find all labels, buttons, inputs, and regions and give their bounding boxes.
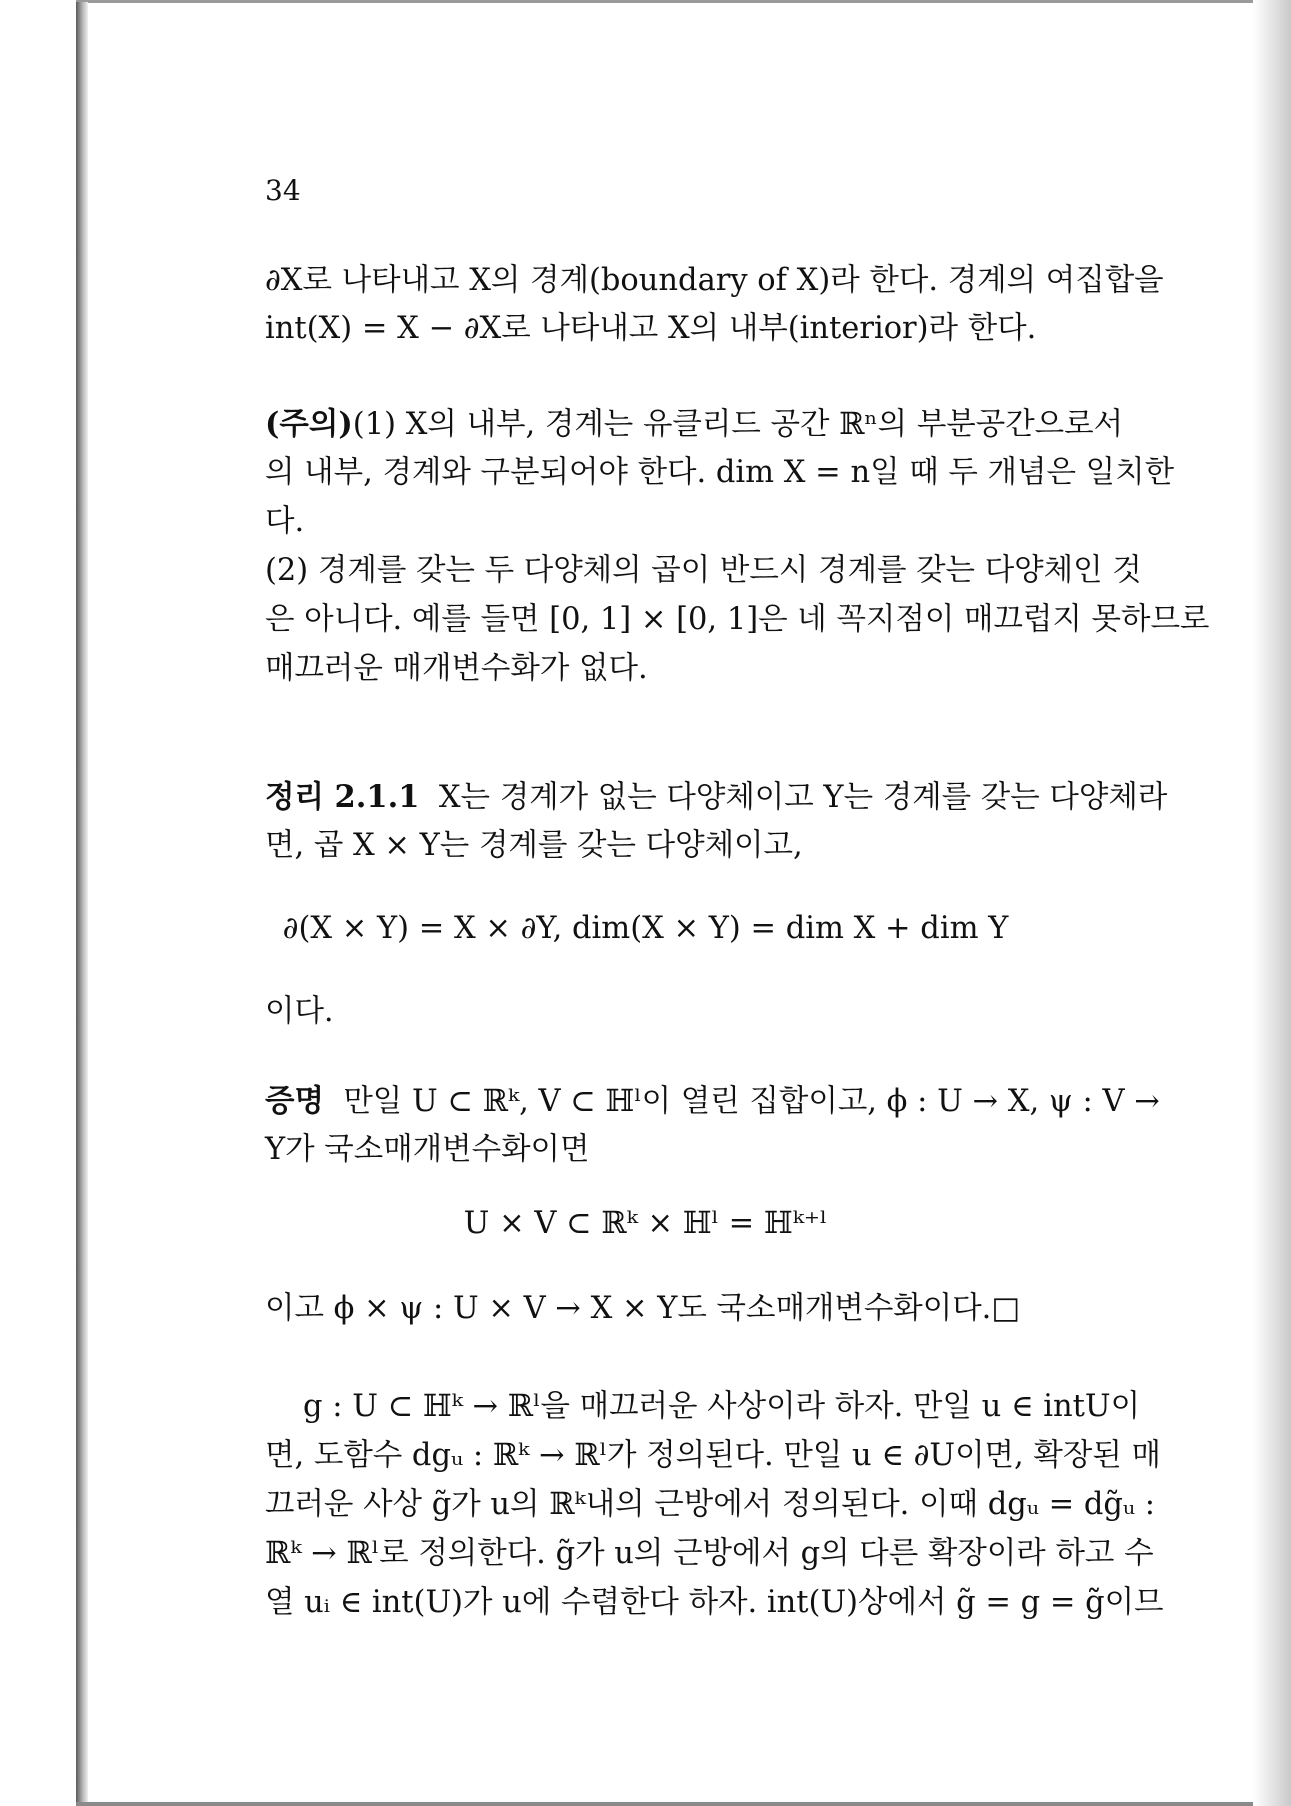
proof-paragraph [265, 1082, 1160, 1121]
text-line: 은 아니다. 예를 들면 [0, 1] × [0, 1]은 네 꼭지점이 매끄럽지 못하므로 [265, 602, 1210, 637]
text-line: 면, 곱 X × Y는 경계를 갖는 다양체이고, [265, 828, 803, 863]
text-line: Y가 국소매개변수화이면 [265, 1132, 590, 1167]
note-paragraph [265, 405, 1123, 444]
page-bottom-edge [76, 1802, 1291, 1806]
proof-heading: 증명 [265, 1083, 324, 1119]
page-number: 34 [265, 174, 301, 207]
equation-boundary-dimension: ∂(X × Y) = X × ∂Y, dim(X × Y) = dim X + dim Y [282, 911, 1009, 946]
theorem-paragraph [265, 778, 1167, 817]
text-line: 만일 U ⊂ ℝᵏ, V ⊂ ℍˡ이 열린 집합이고, ϕ : U → X, ψ : V → [343, 1084, 1160, 1119]
page-left-edge [76, 2, 88, 1802]
text-line: ℝᵏ → ℝˡ로 정의한다. g̃가 u의 근방에서 g의 다른 확장이라 하고 수 [265, 1536, 1154, 1571]
text-line: 이다. [265, 994, 334, 1029]
page-right-shadow [1253, 0, 1291, 1806]
text-line: 열 uᵢ ∈ int(U)가 u에 수렴한다 하자. int(U)상에서 g̃ = g = g̃̃이므 [265, 1585, 1164, 1620]
theorem-heading: 정리 2.1.1 [265, 779, 420, 815]
text-line: X는 경계가 없는 다양체이고 Y는 경계를 갖는 다양체라 [438, 780, 1168, 815]
text-line: 이고 ϕ × ψ : U × V → X × Y도 국소매개변수화이다.□ [265, 1291, 1021, 1326]
note-heading: (주의) [265, 406, 353, 442]
text-line: (2) 경계를 갖는 두 다양체의 곱이 반드시 경계를 갖는 다양체인 것 [265, 553, 1142, 588]
text-line: 끄러운 사상 g̃가 u의 ℝᵏ내의 근방에서 정의된다. 이때 dgᵤ = dg̃ᵤ : [265, 1487, 1156, 1522]
text-line: 매끄러운 매개변수화가 없다. [265, 651, 648, 686]
text-line: 다. [265, 504, 305, 539]
text-line: 면, 도함수 dgᵤ : ℝᵏ → ℝˡ가 정의된다. 만일 u ∈ ∂U이면, 확장된 매 [265, 1438, 1161, 1473]
text-line: int(X) = X − ∂X로 나타내고 X의 내부(interior)라 한다. [265, 311, 1037, 346]
text-line: 의 내부, 경계와 구분되어야 한다. dim X = n일 때 두 개념은 일치한 [265, 455, 1175, 490]
equation-product-chart: U × V ⊂ ℝᵏ × ℍˡ = ℍᵏ⁺ˡ [463, 1206, 828, 1241]
text-line: (1) X의 내부, 경계는 유클리드 공간 ℝⁿ의 부분공간으로서 [352, 407, 1124, 442]
text-line: ∂X로 나타내고 X의 경계(boundary of X)라 한다. 경계의 여집합을 [265, 263, 1164, 298]
page-top-edge [76, 0, 1291, 3]
text-line: g : U ⊂ ℍᵏ → ℝˡ을 매끄러운 사상이라 하자. 만일 u ∈ intU이 [303, 1389, 1141, 1424]
